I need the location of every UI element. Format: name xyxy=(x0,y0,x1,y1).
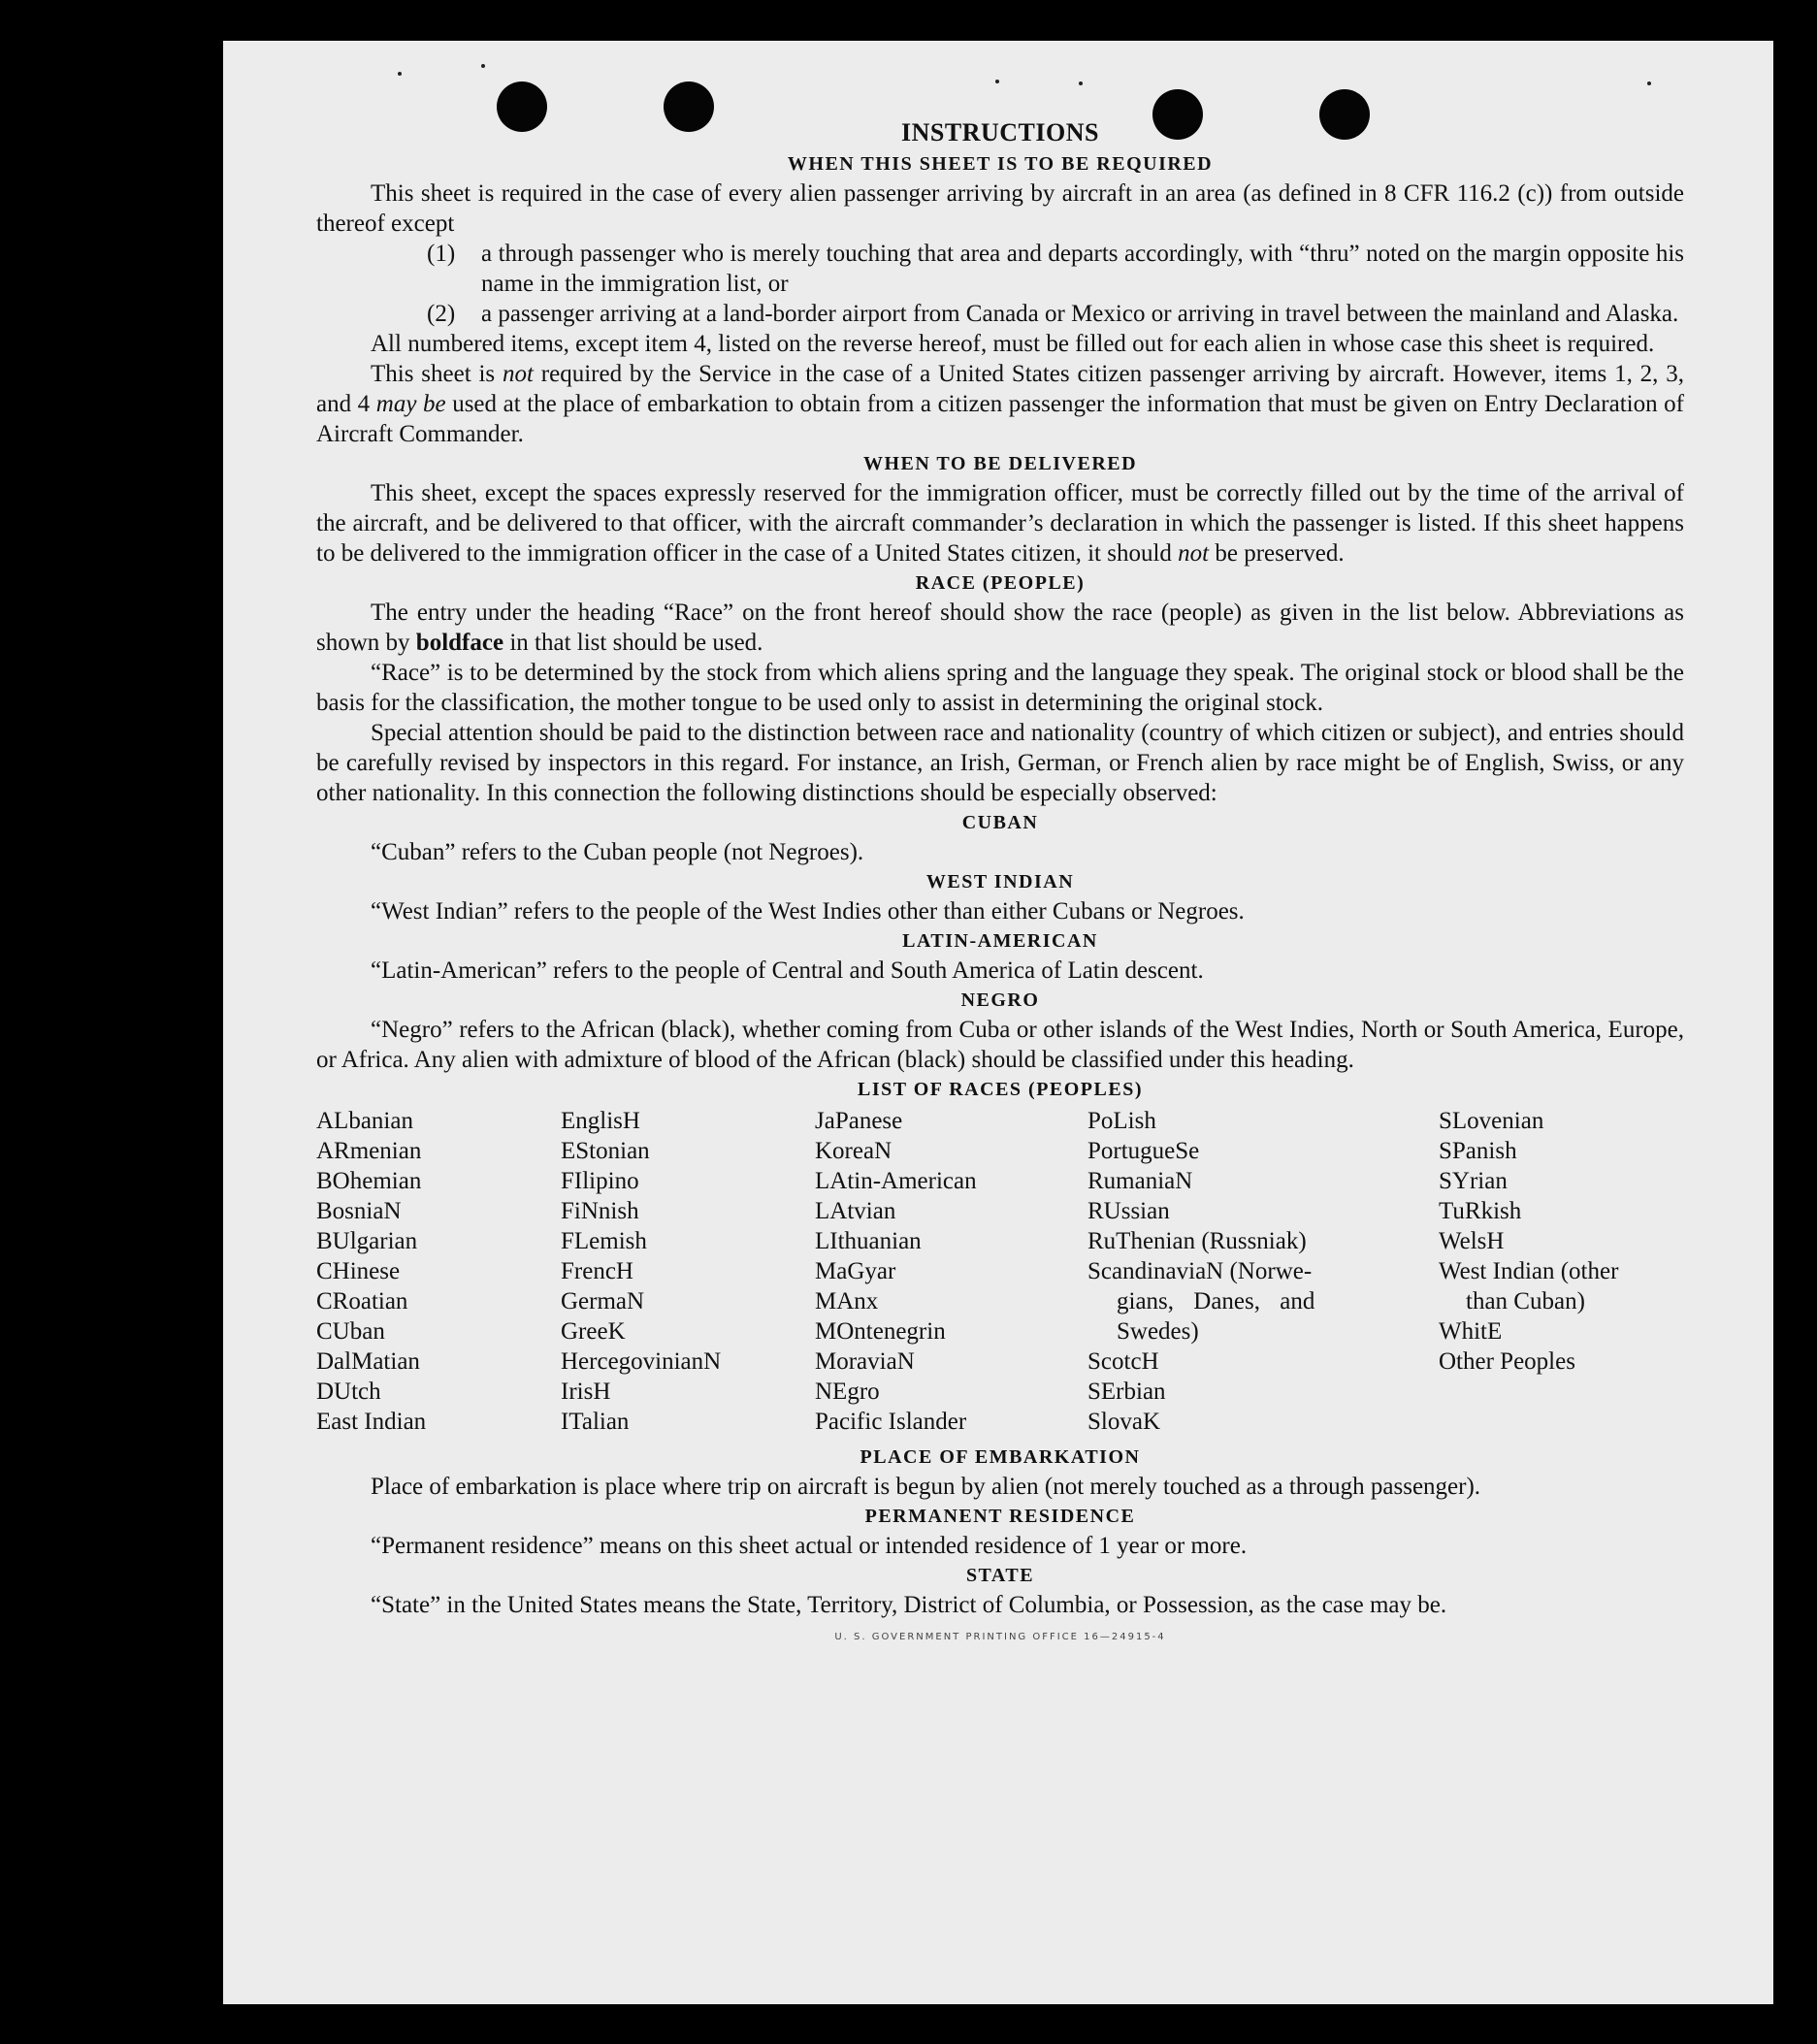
printer-imprint: U. S. GOVERNMENT PRINTING OFFICE 16—24915-4 xyxy=(834,1632,1166,1642)
list-item xyxy=(316,239,1684,299)
paragraph: This sheet is required in the case of every alien passenger arriving by aircraft in an area (as defined in 8 CFR 116.2 (c)) from outside thereof except xyxy=(316,180,1684,237)
race-entry: CHinese xyxy=(316,1258,401,1284)
race-entry: EnglisH xyxy=(561,1108,640,1134)
race-entry: LIthuanian xyxy=(815,1228,922,1254)
race-entry: GreeK xyxy=(561,1318,626,1345)
race-entry: WelsH xyxy=(1439,1228,1505,1254)
race-entry: BUlgarian xyxy=(316,1228,418,1254)
paragraph: “West Indian” refers to the people of the West Indies other than either Cubans or Negroes. xyxy=(371,898,1245,925)
item-text: a passenger arriving at a land-border airport from Canada or Mexico or arriving in travel between the mainland and Alaska. xyxy=(481,301,1679,327)
heading-race: RACE (PEOPLE) xyxy=(915,572,1086,594)
document-sheet xyxy=(223,41,1773,2004)
races-column xyxy=(1439,1106,1684,1437)
race-entry: RumaniaN xyxy=(1087,1168,1193,1194)
race-entry: NEgro xyxy=(815,1379,880,1405)
text-run: used at the place of embarkation to obtain from a citizen passenger the information that must be given on Entry Declaration of Aircraft Commander. xyxy=(316,391,1684,447)
race-entry: TuRkish xyxy=(1439,1198,1522,1224)
race-entry: LAtin-American xyxy=(815,1168,977,1194)
race-entry: RUssian xyxy=(1087,1198,1170,1224)
race-entry: FLemish xyxy=(561,1228,647,1254)
race-entry: LAtvian xyxy=(815,1198,896,1224)
item-number: (2) xyxy=(427,301,456,327)
race-entry: FIlipino xyxy=(561,1168,639,1194)
item-number: (1) xyxy=(427,241,456,267)
race-entry-continued: than Cuban) xyxy=(1466,1288,1585,1314)
race-entry: ARmenian xyxy=(316,1138,422,1164)
race-entry: MaGyar xyxy=(815,1258,896,1284)
race-entry: MoraviaN xyxy=(815,1348,915,1375)
race-entry: IrisH xyxy=(561,1379,611,1405)
heading-when-delivered: WHEN TO BE DELIVERED xyxy=(862,453,1138,474)
race-entry: ALbanian xyxy=(316,1108,413,1134)
race-entry: FrencH xyxy=(561,1258,633,1284)
race-entry: West Indian (other xyxy=(1439,1258,1619,1284)
race-entry: PoLish xyxy=(1087,1108,1156,1134)
race-entry: East Indian xyxy=(316,1409,427,1435)
heading-negro: NEGRO xyxy=(960,990,1040,1011)
race-entry: KoreaN xyxy=(815,1138,892,1164)
heading-when-required: WHEN THIS SHEET IS TO BE REQUIRED xyxy=(787,153,1214,175)
bold-text: boldface xyxy=(415,630,504,656)
race-entry: GermaN xyxy=(561,1288,645,1314)
races-column xyxy=(316,1106,561,1437)
paragraph: “Permanent residence” means on this sheet actual or intended residence of 1 year or more. xyxy=(371,1533,1248,1559)
races-column xyxy=(561,1106,815,1437)
race-entry: JaPanese xyxy=(815,1108,903,1134)
race-entry: MOntenegrin xyxy=(815,1318,946,1345)
race-entry-continued: gians, Danes, and xyxy=(1117,1288,1315,1314)
page-title: INSTRUCTIONS xyxy=(901,118,1099,146)
heading-cuban: CUBAN xyxy=(961,812,1039,833)
race-entry: PortugueSe xyxy=(1087,1138,1200,1164)
race-entry: MAnx xyxy=(815,1288,879,1314)
text-run: The entry under the heading “Race” on the front hereof should show the race (people) as given in the list below. Abbreviations as shown by xyxy=(316,600,1684,656)
race-entry: RuThenian (Russniak) xyxy=(1087,1228,1307,1254)
speck xyxy=(1647,81,1651,85)
text-run: in that list should be used. xyxy=(503,630,763,656)
races-table xyxy=(316,1106,1684,1437)
paragraph xyxy=(316,478,1684,568)
heading-state: STATE xyxy=(965,1565,1035,1586)
speck xyxy=(398,72,402,76)
race-entry: ScotcH xyxy=(1087,1348,1159,1375)
race-entry: Other Peoples xyxy=(1439,1348,1575,1375)
italic-text: not xyxy=(503,361,534,387)
race-entry: BosniaN xyxy=(316,1198,402,1224)
race-entry: Pacific Islander xyxy=(815,1409,967,1435)
paragraph: All numbered items, except item 4, listed on the reverse hereof, must be filled out for each alien in whose case this sheet is required. xyxy=(371,331,1655,357)
paragraph: “Latin-American” refers to the people of Central and South America of Latin descent. xyxy=(371,957,1204,984)
text-run: be preserved. xyxy=(1209,540,1345,567)
list-item xyxy=(316,299,1684,329)
race-entry: FiNnish xyxy=(561,1198,639,1224)
race-entry: BOhemian xyxy=(316,1168,422,1194)
races-column xyxy=(815,1106,1087,1437)
race-entry: SPanish xyxy=(1439,1138,1517,1164)
item-text: a through passenger who is merely touching that area and departs accordingly, with “thru” noted on the margin opposite his name in the immigration list, or xyxy=(481,241,1684,297)
speck xyxy=(1079,81,1083,85)
race-entry: EStonian xyxy=(561,1138,650,1164)
paragraph: Special attention should be paid to the distinction between race and nationality (country of which citizen or subject), and entries should be carefully revised by inspectors in this regard. For instance, an Irish, German, or French alien by race might be of English, Swiss, or any other nationality. In this connection the following distinctions should be especially observed: xyxy=(316,720,1684,806)
race-entry: ITalian xyxy=(561,1409,630,1435)
paragraph: Place of embarkation is place where trip on aircraft is begun by alien (not merely touched as a through passenger). xyxy=(371,1474,1481,1500)
text-run: This sheet, except the spaces expressly reserved for the immigration officer, must be correctly filled out by the time of the arrival of the aircraft, and be delivered to that officer, with the aircraft commander’s declaration in which the passenger is listed. If this sheet happens to be delivered to the immigration officer in the case of a United States citizen, it should xyxy=(316,480,1684,567)
race-entry: DalMatian xyxy=(316,1348,420,1375)
italic-text: not xyxy=(1178,540,1210,567)
paragraph: “State” in the United States means the State, Territory, District of Columbia, or Possession, as the case may be. xyxy=(371,1592,1447,1618)
race-entry: SlovaK xyxy=(1087,1409,1160,1435)
paragraph: “Cuban” refers to the Cuban people (not Negroes). xyxy=(371,839,864,865)
heading-embarkation: PLACE OF EMBARKATION xyxy=(860,1446,1141,1468)
speck xyxy=(481,64,485,68)
race-entry: SYrian xyxy=(1439,1168,1508,1194)
heading-latin-american: LATIN-AMERICAN xyxy=(902,930,1098,952)
paragraph xyxy=(316,359,1684,449)
text-run: This sheet is xyxy=(371,361,503,387)
italic-text: may be xyxy=(375,391,446,417)
heading-list-of-races: LIST OF RACES (PEOPLES) xyxy=(857,1079,1143,1100)
instructions-content xyxy=(316,116,1684,1642)
race-entry: CRoatian xyxy=(316,1288,408,1314)
heading-west-indian: WEST INDIAN xyxy=(925,871,1075,892)
race-entry: CUban xyxy=(316,1318,385,1345)
race-entry: DUtch xyxy=(316,1379,381,1405)
race-entry: SLovenian xyxy=(1439,1108,1544,1134)
speck xyxy=(995,80,999,83)
race-entry: ScandinaviaN (Norwe- xyxy=(1087,1258,1313,1284)
paragraph xyxy=(316,598,1684,658)
paragraph: “Race” is to be determined by the stock from which aliens spring and the language they speak. The original stock or blood shall be the basis for the classification, the mother tongue to be used only to assist in determining the original stock. xyxy=(316,660,1684,716)
race-entry: WhitE xyxy=(1439,1318,1503,1345)
heading-permanent-residence: PERMANENT RESIDENCE xyxy=(864,1506,1136,1527)
paragraph: “Negro” refers to the African (black), whether coming from Cuba or other islands of the West Indies, North or South America, Europe, or Africa. Any alien with admixture of blood of the African (black) should be classified under this heading. xyxy=(316,1017,1684,1073)
race-entry: HercegovinianN xyxy=(561,1348,722,1375)
race-entry-continued: Swedes) xyxy=(1117,1318,1199,1345)
race-entry: SErbian xyxy=(1087,1379,1166,1405)
text-run: required by the Service in the case of a United States citizen passenger arriving by aircraft. However, items 1, 2, 3, and 4 xyxy=(316,361,1684,417)
races-column xyxy=(1087,1106,1439,1437)
